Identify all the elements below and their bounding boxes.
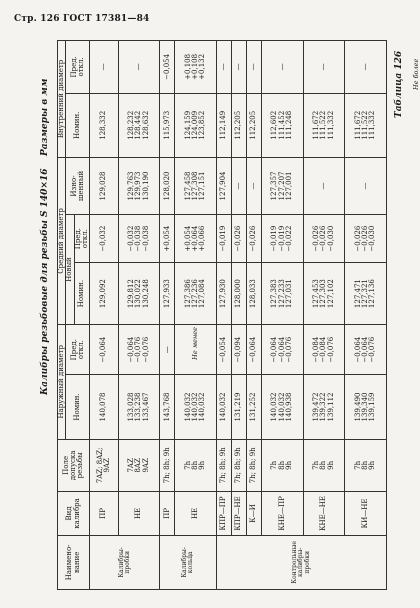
cell-outer-nom: 140,032 140,032 140,938 [262, 375, 304, 439]
cell-outer-dev: −0,064 −0,064 −0,076 [262, 325, 304, 375]
table-row [232, 41, 247, 590]
table-row [160, 41, 175, 590]
cell-inner-dev: +0,108 +0,108 +0,132 [175, 41, 217, 94]
cell-middle-worn: 127,458 127,308 127,151 [175, 157, 217, 214]
not-less-note: Не менее [175, 325, 217, 375]
cell-field: 7h 8h 9h [175, 439, 217, 492]
cell-outer-nom: 139,490 139,340 139,159 [345, 375, 387, 439]
col-middle: Средний диаметр [58, 157, 66, 324]
cell-type: НЕ [175, 492, 217, 536]
table-wrapper [57, 40, 387, 590]
page-header: Стр. 126 ГОСТ 17381—84 [14, 14, 150, 24]
calibers-table [57, 40, 387, 590]
cell-inner-nom: 124,159 124,009 123,852 [175, 93, 217, 157]
cell-middle-nom: 127,453 127,303 127,102 [303, 263, 345, 325]
not-more-note: Не более [412, 58, 420, 90]
cell-middle-worn: — [303, 157, 345, 214]
cell-middle-worn: 127,357 127,207 127,001 [262, 157, 304, 214]
cell-field: 7AZ 8AZ 9AZ [118, 439, 160, 492]
cell-middle-dev: +0,054 [160, 215, 175, 263]
cell-middle-nom: 128,033 [247, 263, 262, 325]
col-outer: Наружный диаметр [58, 325, 66, 440]
cell-middle-dev: +0,054 +0,064 +0,066 [175, 215, 217, 263]
cell-middle-dev: −0,026 −0,026 −0,030 [345, 215, 387, 263]
cell-outer-nom: 143,768 [160, 375, 175, 439]
group-control: Контрольные калибры-пробки [216, 535, 386, 589]
cell-outer-dev: −0,064 −0,064 −0,076 [345, 325, 387, 375]
table-row [345, 41, 387, 590]
cell-inner-dev: — [247, 41, 262, 94]
cell-type: ПР [160, 492, 175, 536]
cell-outer-dev: −0,064 [90, 325, 118, 375]
cell-outer-dev: −0,094 [232, 325, 247, 375]
group-plug: Калибры- пробки [90, 535, 160, 589]
cell-middle-nom: 127,383 127,233 127,031 [262, 263, 304, 325]
cell-field: 7h 8h 9h [345, 439, 387, 492]
col-name: Наимено- вание [58, 535, 90, 589]
cell-outer-nom: 140,032 140,032 140,032 [175, 375, 217, 439]
cell-type: КПР—НЕ [232, 492, 247, 536]
table-row [175, 41, 217, 590]
table-row [118, 41, 160, 590]
cell-type: КНЕ—НЕ [303, 492, 345, 536]
table-row [303, 41, 345, 590]
cell-inner-nom: 111,672 111,522 111,332 [303, 93, 345, 157]
table-title-text: Калибры резьбовые для резьбы S 140×16 [40, 168, 50, 395]
col-inner: Внутренний диаметр [58, 41, 66, 158]
cell-middle-nom: 128,000 [232, 263, 247, 325]
inner-nom: Номин. [66, 93, 90, 157]
cell-inner-dev: — [262, 41, 304, 94]
table-title [40, 79, 50, 395]
cell-inner-dev: — [303, 41, 345, 94]
cell-middle-nom: 129,812 130,022 130,248 [118, 263, 160, 325]
cell-outer-dev: −0,064 −0,076 −0,076 [118, 325, 160, 375]
cell-field: 7h; 8h; 9h [216, 439, 231, 492]
cell-middle-nom: 127,386 127,236 127,084 [175, 263, 217, 325]
cell-middle-dev: −0,019 −0,019 −0,022 [262, 215, 304, 263]
inner-dev: Пред. откл. [66, 41, 90, 94]
cell-type: КПР—ПР [216, 492, 231, 536]
cell-middle-dev: −0,032 [90, 215, 118, 263]
cell-inner-nom: 112,205 [232, 93, 247, 157]
cell-field: 7h; 8h; 9h [232, 439, 247, 492]
cell-inner-nom: 111,672 111,522 111,332 [345, 93, 387, 157]
cell-middle-worn: 129,763 129,973 130,190 [118, 157, 160, 214]
cell-inner-dev: — [90, 41, 118, 94]
cell-field: 7h; 8h; 9h [160, 439, 175, 492]
middle-new-dev: Пред. откл. [74, 215, 90, 263]
cell-type: КИ—НЕ [345, 492, 387, 536]
units-caption: Размеры в мм [40, 78, 50, 156]
cell-middle-worn: 128,020 [160, 157, 175, 214]
cell-inner-dev: — [216, 41, 231, 94]
middle-new-nom: Номин. [74, 263, 90, 325]
cell-type: КНЕ—ПР [262, 492, 304, 536]
cell-inner-nom: 112,149 [216, 93, 231, 157]
cell-inner-dev: — [118, 41, 160, 94]
col-type: Вид калибра [58, 492, 90, 536]
cell-middle-dev: −0,026 −0,026 −0,030 [303, 215, 345, 263]
cell-middle-dev: −0,032 −0,038 −0,038 [118, 215, 160, 263]
cell-type: ПР [90, 492, 118, 536]
cell-inner-nom: 112,602 111,452 111,248 [262, 93, 304, 157]
cell-middle-worn: 127,904 [216, 157, 231, 214]
cell-outer-dev: −0,064 [247, 325, 262, 375]
col-field: Поле допуска резьбы [58, 439, 90, 492]
table-number: Таблица 126 [394, 50, 404, 118]
cell-middle-nom: 129,092 [90, 263, 118, 325]
cell-middle-dev: −0,026 [247, 215, 262, 263]
cell-outer-dev: −0,084 −0,084 −0,076 [303, 325, 345, 375]
cell-outer-nom: 131,252 [247, 375, 262, 439]
cell-inner-nom: 112,205 [247, 93, 262, 157]
cell-type: НЕ [118, 492, 160, 536]
cell-outer-nom: 140,032 [216, 375, 231, 439]
cell-outer-dev: −0,054 [216, 325, 231, 375]
cell-field: 7h 8h 9h [303, 439, 345, 492]
cell-outer-nom: 131,219 [232, 375, 247, 439]
table-row [216, 41, 231, 590]
table-row [90, 41, 118, 590]
cell-inner-dev: — [345, 41, 387, 94]
cell-middle-nom: 127,933 [160, 263, 175, 325]
group-ring: Калибры- кольца [160, 535, 217, 589]
cell-middle-nom: 127,471 127,321 127,136 [345, 263, 387, 325]
cell-inner-nom: 128,332 [90, 93, 118, 157]
cell-middle-worn: — [345, 157, 387, 214]
cell-field: 7h; 8h; 9h [247, 439, 262, 492]
cell-middle-dev: −0,019 [216, 215, 231, 263]
cell-outer-nom: 133,028 133,238 133,467 [118, 375, 160, 439]
middle-worn: Изно- шенный [66, 157, 90, 214]
cell-middle-nom: 127,930 [216, 263, 231, 325]
cell-inner-nom: 128,232 128,442 128,632 [118, 93, 160, 157]
cell-middle-dev: −0,026 [232, 215, 247, 263]
cell-outer-nom: 139,472 139,322 139,112 [303, 375, 345, 439]
outer-dev: Пред. откл. [66, 325, 90, 375]
cell-middle-worn: — [247, 157, 262, 214]
outer-nom: Номин. [66, 375, 90, 439]
cell-middle-worn: 129,028 [90, 157, 118, 214]
middle-new: Новый [66, 215, 74, 325]
cell-inner-nom: 115,973 [160, 93, 175, 157]
cell-inner-dev: — [232, 41, 247, 94]
header-row-1 [58, 41, 66, 590]
cell-middle-worn: — [232, 157, 247, 214]
cell-field: 7h 8h 9h [262, 439, 304, 492]
table-row [262, 41, 304, 590]
cell-outer-nom: 140,078 [90, 375, 118, 439]
cell-outer-dev: — [160, 325, 175, 375]
cell-inner-dev: −0,054 [160, 41, 175, 94]
table-row [247, 41, 262, 590]
cell-type: К—И [247, 492, 262, 536]
cell-field: 7AZ; 8AZ; 9AZ [90, 439, 118, 492]
